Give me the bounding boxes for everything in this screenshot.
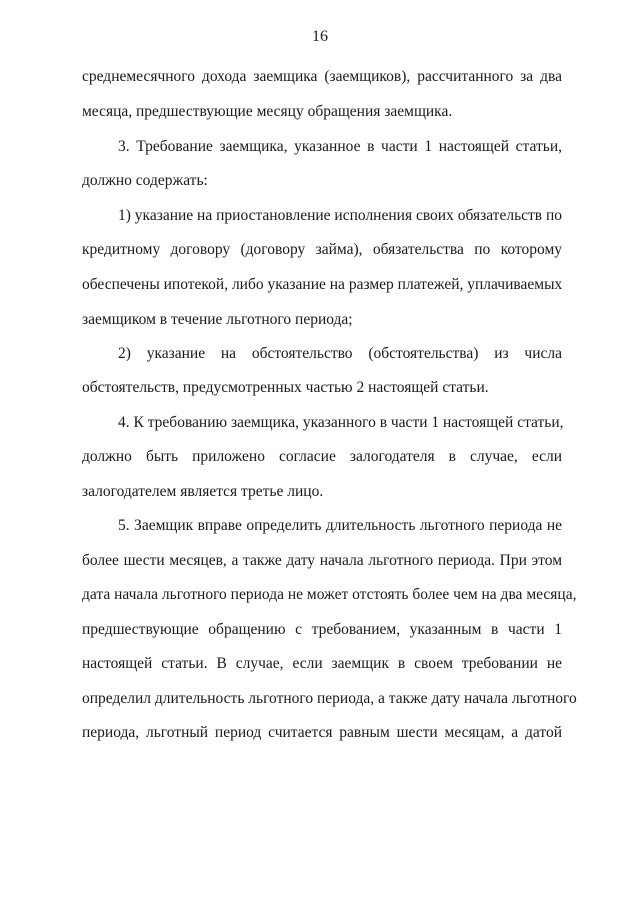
text-line: кредитному договору (договору займа), обязательства по которому xyxy=(82,241,562,258)
text-line: обеспечены ипотекой, либо указание на размер платежей, уплачиваемых xyxy=(82,276,563,293)
text-line: 3. Требование заемщика, указанное в части 1 настоящей статьи, xyxy=(118,138,562,155)
text-line: должно быть приложено согласие залогодателя в случае, если xyxy=(82,448,562,465)
text-line: обстоятельств, предусмотренных частью 2 настоящей статьи. xyxy=(82,379,489,396)
text-line: 4. К требованию заемщика, указанного в части 1 настоящей статьи, xyxy=(118,414,564,431)
text-line: заемщиком в течение льготного периода; xyxy=(82,311,353,328)
text-line: залогодателем является третье лицо. xyxy=(82,483,324,500)
text-line: 1) указание на приостановление исполнения своих обязательств по xyxy=(118,207,563,224)
text-line: среднемесячного дохода заемщика (заемщиков), рассчитанного за два xyxy=(82,68,562,85)
text-line: 2) указание на обстоятельство (обстоятельства) из числа xyxy=(118,345,562,362)
text-line: предшествующие обращению с требованием, указанным в части 1 xyxy=(82,621,562,638)
text-line: более шести месяцев, а также дату начала льготного периода. При этом xyxy=(82,552,562,569)
text-line: месяца, предшествующие месяцу обращения заемщика. xyxy=(82,103,453,120)
text-line: 5. Заемщик вправе определить длительность льготного периода не xyxy=(118,517,562,534)
text-line: настоящей статьи. В случае, если заемщик в своем требовании не xyxy=(82,655,562,672)
text-line: дата начала льготного периода не может отстоять более чем на два месяца, xyxy=(82,586,577,603)
text-line: должно содержать: xyxy=(82,172,208,189)
page-number: 16 xyxy=(312,28,328,45)
text-line: определил длительность льготного периода, а также дату начала льготного xyxy=(82,690,577,707)
text-line: периода, льготный период считается равным шести месяцам, а датой xyxy=(82,724,562,741)
